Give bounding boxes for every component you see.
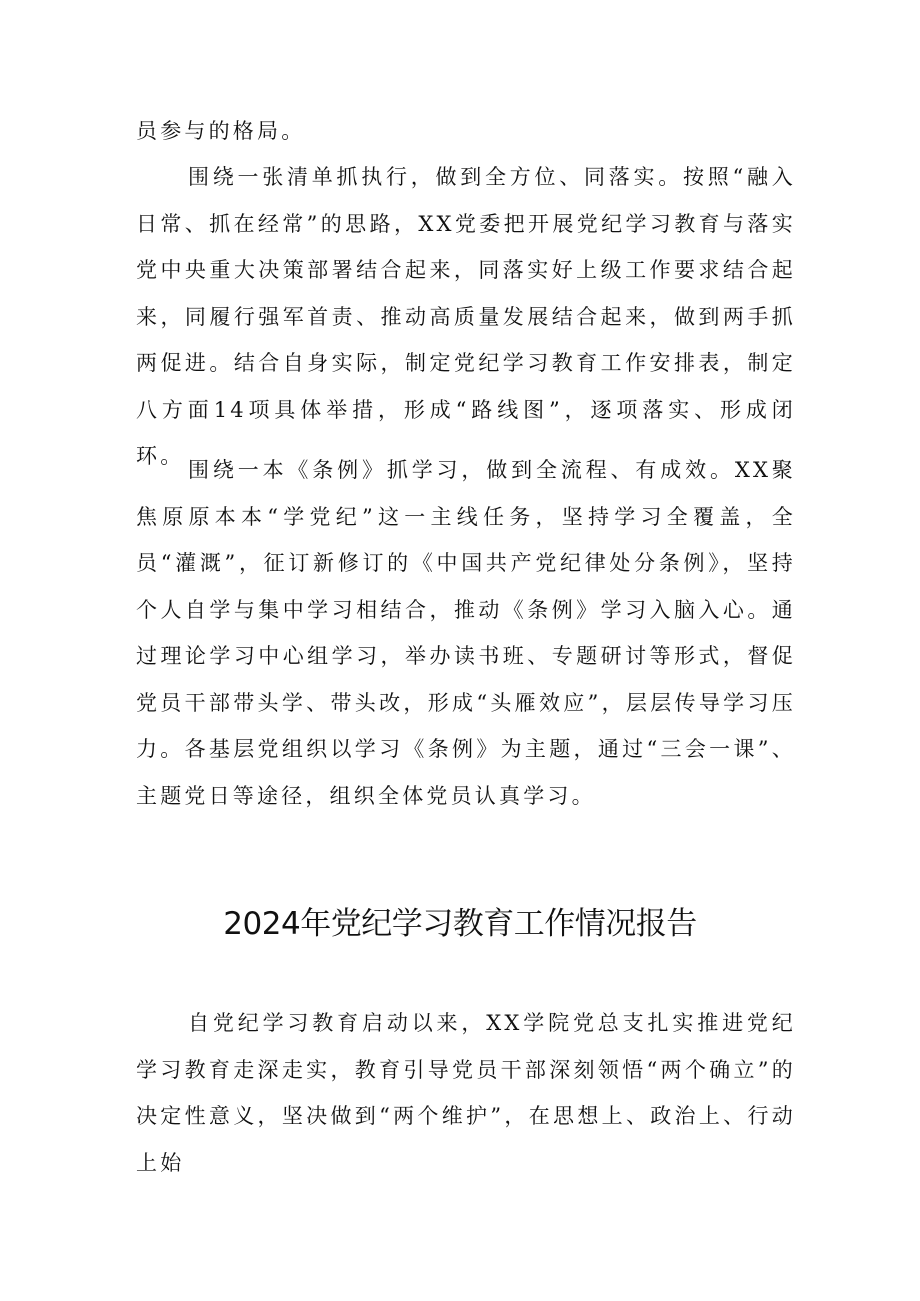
paragraph-checklist: 围绕一张清单抓执行，做到全方位、同落实。按照“融入日常、抓在经常”的思路，XX党委把开展党纪学习教育与落实党中央重大决策部署结合起来，同落实好上级工作要求结合起来，同履行强军首责、推动高质量发展结合起来，做到两手抓两促进。结合自身实际，制定党纪学习教育工作安排表，制定八方面14项具体举措，形成“路线图”，逐项落实、形成闭环。	[136, 165, 796, 468]
paragraph-intro: 自党纪学习教育启动以来，XX学院党总支扎实推进党纪学习教育走深走实，教育引导党员干部深刻领悟“两个确立”的决定性意义，坚决做到“两个维护”，在思想上、政治上、行动上始	[136, 1011, 796, 1175]
paragraph-regulations: 围绕一本《条例》抓学习，做到全流程、有成效。XX聚焦原原本本“学党纪”这一主线任务，坚持学习全覆盖，全员“灌溉”，征订新修订的《中国共产党纪律处分条例》，坚持个人自学与集中学习相结合，推动《条例》学习入脑入心。通过理论学习中心组学习，举办读书班、专题研讨等形式，督促党员干部带头学、带头改，形成“头雁效应”，层层传导学习压力。各基层党组织以学习《条例》为主题，通过“三会一课”、主题党日等途径，组织全体党员认真学习。	[136, 458, 796, 808]
paragraph-continuation: 员参与的格局。	[136, 119, 306, 143]
report-title: 2024年党纪学习教育工作情况报告	[223, 906, 697, 942]
